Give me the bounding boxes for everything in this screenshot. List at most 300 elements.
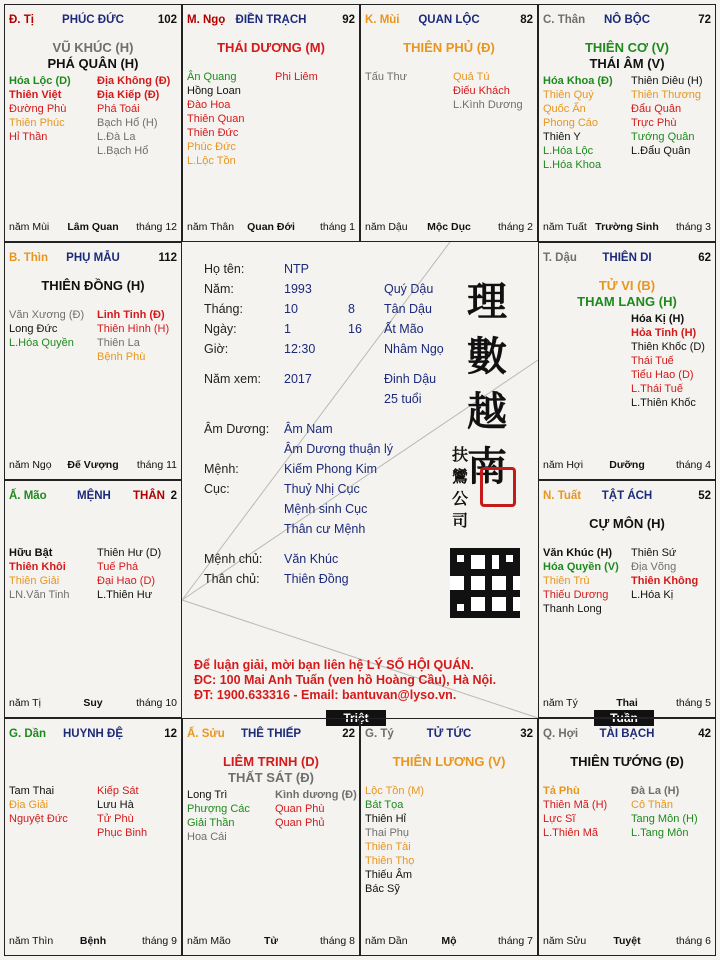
ngay: 1: [284, 322, 291, 336]
minor-star-left: Lực Sĩ: [543, 813, 576, 825]
qr-module: [450, 555, 457, 562]
minor-star-left: Thiên Quan: [187, 113, 245, 125]
qr-module: [513, 576, 520, 583]
minor-star-right: Hỏa Tinh (H): [631, 327, 697, 339]
minor-star-right: Đà La (H): [631, 785, 680, 797]
palace-ty[interactable]: [360, 718, 538, 956]
qr-module: [471, 583, 478, 590]
palace-branch: Q. Hợi: [543, 728, 579, 740]
qr-module: [457, 555, 464, 562]
minor-star-right: Tang Môn (H): [631, 813, 698, 825]
ngay-am: 16: [348, 322, 362, 336]
minor-star-left: Địa Giải: [9, 799, 49, 811]
qr-module: [506, 555, 513, 562]
minor-star-left: Văn Xương (Đ): [9, 309, 85, 321]
nam-xem-label: Năm xem:: [204, 372, 261, 386]
qr-module: [492, 548, 499, 555]
minor-star-left: Nguyệt Đức: [9, 813, 68, 825]
ngay-label: Ngày:: [204, 322, 237, 336]
qr-module: [485, 611, 492, 618]
palace-year: năm Dần: [365, 935, 408, 947]
palace-ti[interactable]: [4, 4, 182, 242]
palace-year: năm Mùi: [9, 221, 50, 233]
palace-stage: Quan Đới: [247, 221, 295, 233]
minor-star-left: Hồng Loan: [187, 85, 241, 97]
ho-ten-label: Họ tên:: [204, 262, 245, 276]
qr-module: [450, 548, 457, 555]
minor-star-left: L.Hóa Lộc: [543, 145, 594, 157]
minor-star-left: Thiên Quý: [543, 89, 594, 101]
qr-module: [506, 562, 513, 569]
palace-age: 42: [698, 728, 711, 740]
minor-star-right: L.Thái Tuế: [631, 383, 683, 395]
minor-star-right: Bệnh Phù: [97, 351, 146, 363]
qr-module: [464, 583, 471, 590]
palace-branch: G. Tý: [365, 728, 394, 740]
qr-module: [464, 569, 471, 576]
qr-module: [450, 590, 457, 597]
minor-star-right: Cô Thần: [631, 799, 673, 811]
qr-module: [464, 576, 471, 583]
minor-star-left: Đào Hoa: [187, 99, 231, 111]
qr-module: [450, 576, 457, 583]
palace-branch: T. Dậu: [543, 252, 577, 264]
palace-year: năm Thân: [187, 221, 235, 233]
palace-month: tháng 4: [675, 459, 711, 471]
minor-star-right: L.Tang Môn: [631, 827, 689, 839]
palace-name: QUAN LỘC: [418, 14, 480, 26]
seal-char: 公: [452, 489, 469, 508]
am-duong-label: Âm Dương:: [204, 422, 270, 436]
nam-xem-can: Đinh Dậu: [384, 372, 437, 386]
palace-age: 12: [164, 728, 177, 740]
qr-module: [450, 583, 457, 590]
qr-module: [499, 604, 506, 611]
qr-module: [506, 576, 513, 583]
palace-branch: N. Tuất: [543, 490, 582, 502]
qr-module: [492, 576, 499, 583]
qr-module: [457, 611, 464, 618]
seal-char: 鸞: [452, 467, 469, 486]
qr-module: [478, 548, 485, 555]
qr-module: [499, 583, 506, 590]
palace-year: năm Tuất: [543, 221, 587, 233]
minor-star-right: Phi Liêm: [275, 71, 318, 83]
palace-name: PHỤ MẪU: [66, 252, 120, 264]
palace-stage: Suy: [83, 697, 103, 709]
palace-stage: Dưỡng: [609, 459, 645, 471]
main-star: VŨ KHÚC (H): [52, 40, 134, 55]
minor-star-left: Hỉ Thần: [9, 131, 48, 143]
main-star: THÁI ÂM (V): [589, 56, 665, 71]
palace-stage: Tử: [263, 935, 279, 947]
palace-year: năm Sửu: [543, 935, 587, 947]
thang-am: 8: [348, 302, 355, 316]
nam-xem: 2017: [284, 372, 312, 386]
qr-module: [464, 555, 471, 562]
main-star: THIÊN PHỦ (Đ): [403, 40, 495, 55]
palace-branch: M. Ngọ: [187, 14, 226, 26]
ngay-can: Ất Mão: [384, 322, 424, 336]
palace-stage: Mộ: [441, 935, 457, 947]
am-duong: Âm Nam: [284, 422, 333, 436]
minor-star-right: Đẩu Quân: [631, 103, 682, 115]
minor-star-left: Thiên Giải: [9, 575, 60, 587]
minor-star-right: L.Kình Dương: [453, 99, 523, 111]
minor-star-left: Phúc Đức: [187, 141, 236, 153]
palace-month: tháng 8: [319, 935, 355, 947]
palace-month: tháng 10: [136, 697, 177, 709]
main-star: LIÊM TRINH (D): [222, 754, 320, 769]
minor-star-right: Bạch Hổ (H): [97, 117, 158, 129]
main-star: CỰ MÔN (H): [589, 516, 665, 531]
minor-star-right: Thái Tuế: [631, 355, 674, 367]
minor-star-right: Kình dương (Đ): [275, 789, 357, 801]
qr-module: [513, 590, 520, 597]
minor-star-right: Quan Phù: [275, 803, 325, 815]
minor-star-left: Phượng Các: [187, 803, 250, 815]
minor-star-left: L.Thiên Mã: [543, 827, 599, 839]
palace-branch: Đ. Tị: [9, 14, 34, 26]
main-star: THIÊN LƯƠNG (V): [392, 754, 506, 769]
minor-star-left: Giải Thần: [187, 817, 235, 829]
qr-module: [450, 569, 457, 576]
seal-char: 司: [452, 511, 469, 530]
minor-star-left: Thiếu Âm: [365, 869, 413, 881]
palace-year: năm Thìn: [9, 935, 54, 947]
minor-star-left: Thiên Mã (H): [543, 799, 608, 811]
contact-line: ĐC: 100 Mai Anh Tuấn (ven hồ Hoàng Cầu), Hà Nội.: [194, 673, 497, 687]
nam: 1993: [284, 282, 312, 296]
nam-can: Quý Dậu: [384, 282, 434, 296]
minor-star-left: Thiên Thọ: [365, 855, 415, 867]
gio-can: Nhâm Ngọ: [384, 342, 444, 356]
qr-module: [485, 597, 492, 604]
ho-ten: NTP: [284, 262, 309, 276]
minor-star-left: L.Lộc Tồn: [187, 155, 236, 167]
palace-ngo[interactable]: [182, 4, 360, 242]
minor-star-left: Ân Quang: [187, 71, 237, 83]
minor-star-right: Thiên Diêu (H): [631, 75, 703, 87]
minor-star-left: Lộc Tồn (M): [365, 785, 425, 797]
contact-line: Để luận giải, mời bạn liên hệ LÝ SỐ HỘI QUÁN.: [194, 658, 474, 672]
palace-age: 102: [157, 14, 177, 26]
qr-module: [485, 569, 492, 576]
qr-module: [464, 562, 471, 569]
palace-age: 32: [520, 728, 533, 740]
palace-year: năm Tý: [543, 697, 578, 709]
qr-module: [506, 611, 513, 618]
palace-dan[interactable]: [4, 718, 182, 956]
main-star: THIÊN TƯỚNG (Đ): [570, 754, 684, 769]
palace-mui[interactable]: [360, 4, 538, 242]
calligraphy-char: 南: [467, 443, 507, 490]
minor-star-right: Thiên Sứ: [631, 547, 677, 559]
palace-age: 22: [342, 728, 355, 740]
menh: Kiếm Phong Kim: [284, 462, 378, 476]
than-chu: Thiên Đồng: [284, 572, 349, 586]
red-seal-stamp: [480, 467, 516, 507]
qr-module: [471, 590, 478, 597]
palace-name: THÊ THIẾP: [240, 728, 302, 740]
minor-star-left: Thiên Việt: [9, 89, 62, 101]
cuc: Thuỷ Nhị Cục: [284, 482, 360, 496]
palace-stage: Lâm Quan: [67, 221, 119, 233]
palace-dau[interactable]: [538, 242, 716, 480]
qr-module: [478, 562, 485, 569]
minor-star-right: Thiên La: [97, 337, 140, 349]
minor-star-right: Tiểu Hao (D): [631, 369, 694, 381]
main-star: THÁI DƯƠNG (M): [217, 40, 325, 55]
palace-year: năm Hợi: [543, 459, 584, 471]
menh-chu: Văn Khúc: [284, 552, 339, 566]
minor-star-left: Hóa Khoa (Đ): [543, 75, 613, 87]
palace-branch: B. Thìn: [9, 252, 48, 264]
palace-stage: Trường Sinh: [595, 221, 659, 233]
qr-module: [506, 604, 513, 611]
qr-module: [499, 555, 506, 562]
qr-module: [485, 555, 492, 562]
qr-module: [464, 611, 471, 618]
qr-module: [464, 590, 471, 597]
minor-star-left: Thai Phụ: [365, 827, 410, 839]
palace-branch: Ấ. Sửu: [187, 728, 225, 740]
minor-star-right: L.Đà La: [97, 131, 136, 143]
triet-tag: Triệt: [326, 710, 386, 726]
contact-line: ĐT: 1900.633316 - Email: bantuvan@lyso.vn.: [194, 688, 457, 702]
qr-module: [478, 555, 485, 562]
qr-module: [457, 576, 464, 583]
palace-name: THIÊN DI: [602, 252, 652, 264]
qr-module: [513, 597, 520, 604]
qr-module: [450, 562, 457, 569]
palace-age: 2: [170, 490, 177, 502]
minor-star-right: Thiên Khốc (D): [631, 341, 705, 353]
main-star: THAM LANG (H): [577, 294, 677, 309]
minor-star-left: Bát Tọa: [365, 799, 404, 811]
main-star: THIÊN CƠ (V): [584, 40, 670, 55]
qr-module: [457, 548, 464, 555]
minor-star-left: Đường Phù: [9, 103, 67, 115]
minor-star-right: Tuế Phá: [97, 561, 139, 573]
qr-module: [450, 597, 457, 604]
qr-module: [492, 590, 499, 597]
palace-month: tháng 5: [675, 697, 711, 709]
qr-module: [457, 590, 464, 597]
qr-module: [492, 604, 499, 611]
qr-module: [499, 611, 506, 618]
palace-age: 82: [520, 14, 533, 26]
palace-age: 62: [698, 252, 711, 264]
qr-module: [506, 583, 513, 590]
palace-month: tháng 1: [319, 221, 355, 233]
palace-year: năm Dậu: [365, 221, 408, 233]
palace-mao[interactable]: [4, 480, 182, 718]
qr-module: [492, 555, 499, 562]
qr-module: [506, 548, 513, 555]
minor-star-left: Phong Cáo: [543, 117, 599, 129]
qr-module: [506, 590, 513, 597]
palace-hoi[interactable]: [538, 718, 716, 956]
minor-star-right: L.Bạch Hổ: [97, 145, 149, 157]
palace-stage: Tuyệt: [613, 935, 641, 947]
gio: 12:30: [284, 342, 316, 356]
qr-module: [485, 583, 492, 590]
minor-star-right: Trực Phù: [631, 117, 677, 129]
palace-suu[interactable]: [182, 718, 360, 956]
qr-module: [492, 583, 499, 590]
minor-star-left: Thiên Đức: [187, 127, 239, 139]
palace-year: năm Ngọ: [9, 459, 52, 471]
qr-module: [471, 555, 478, 562]
palace-name: ĐIỀN TRẠCH: [235, 14, 307, 26]
qr-module: [513, 611, 520, 618]
minor-star-left: Quốc Ấn: [543, 103, 586, 115]
minor-star-right: Tử Phù: [97, 813, 134, 825]
minor-star-left: Thiên Phúc: [9, 117, 65, 129]
qr-module: [485, 548, 492, 555]
qr-module: [492, 569, 499, 576]
qr-module: [513, 604, 520, 611]
palace-month: tháng 7: [497, 935, 533, 947]
qr-module: [471, 569, 478, 576]
palace-month: tháng 9: [141, 935, 177, 947]
qr-module: [478, 604, 485, 611]
qr-module: [485, 576, 492, 583]
qr-module: [513, 548, 520, 555]
palace-age: 72: [698, 14, 711, 26]
qr-grid: [450, 548, 520, 618]
minor-star-right: Đại Hao (D): [97, 575, 156, 587]
nam-label: Năm:: [204, 282, 234, 296]
minor-star-left: Thiên Hỉ: [365, 813, 406, 825]
qr-module: [471, 604, 478, 611]
minor-star-right: L.Thiên Khốc: [631, 397, 696, 409]
minor-star-right: Tướng Quân: [631, 131, 695, 143]
qr-module: [513, 555, 520, 562]
palace-stage: Mộc Dục: [427, 221, 471, 233]
minor-star-left: Thiên Trù: [543, 575, 590, 587]
minor-star-right: Quả Tú: [453, 71, 490, 83]
qr-module: [457, 583, 464, 590]
minor-star-right: Lưu Hà: [97, 799, 134, 811]
qr-module: [513, 562, 520, 569]
qr-module: [478, 583, 485, 590]
thang-label: Tháng:: [204, 302, 243, 316]
palace-age: 92: [342, 14, 355, 26]
minor-star-right: Phục Binh: [97, 827, 148, 839]
main-star: TỬ VI (B): [598, 278, 656, 293]
main-star: THẤT SÁT (Đ): [228, 770, 314, 785]
qr-module: [499, 562, 506, 569]
minor-star-right: Điếu Khách: [453, 85, 510, 97]
qr-module: [492, 597, 499, 604]
thang-can: Tân Dậu: [384, 302, 432, 316]
palace-stage: Bệnh: [79, 935, 107, 947]
qr-module: [478, 597, 485, 604]
minor-star-left: Thiên Khôi: [9, 561, 66, 573]
palace-tuat[interactable]: [538, 480, 716, 718]
minor-star-right: Linh Tinh (Đ): [97, 309, 165, 321]
palace-name-than: THÂN: [133, 490, 165, 502]
palace-month: tháng 2: [497, 221, 533, 233]
palace-name: TẬT ÁCH: [601, 490, 653, 502]
minor-star-right: Thiên Hư (D): [97, 547, 162, 559]
menh-chu-label: Mệnh chủ:: [204, 552, 263, 566]
qr-module: [499, 576, 506, 583]
palace-name: TỬ TỨC: [426, 728, 472, 740]
minor-star-left: L.Hóa Khoa: [543, 159, 602, 171]
qr-module: [471, 576, 478, 583]
calligraphy-char: 數: [467, 333, 507, 380]
main-star: THIÊN ĐỒNG (H): [41, 278, 145, 293]
palace-than[interactable]: [538, 4, 716, 242]
qr-code[interactable]: [450, 548, 520, 618]
qr-module: [464, 604, 471, 611]
qr-module: [499, 597, 506, 604]
minor-star-left: Hóa Lộc (D): [9, 75, 71, 87]
qr-module: [506, 569, 513, 576]
seal-char: 扶: [452, 445, 469, 464]
minor-star-right: Quan Phủ: [275, 817, 325, 829]
tuan-tag: Tuần: [594, 710, 654, 726]
qr-module: [499, 590, 506, 597]
calligraphy-char: 理: [467, 278, 507, 325]
qr-module: [513, 569, 520, 576]
qr-module: [457, 597, 464, 604]
minor-star-left: Long Trì: [187, 789, 228, 801]
minor-star-left: Thiên Y: [543, 131, 581, 143]
palace-month: tháng 3: [675, 221, 711, 233]
palace-year: năm Tị: [9, 697, 41, 709]
palace-thin[interactable]: [4, 242, 182, 480]
minor-star-left: Tấu Thư: [365, 71, 408, 83]
am-duong-2: Âm Dương thuận lý: [284, 442, 393, 456]
minor-star-left: L.Hóa Quyền: [9, 337, 74, 349]
minor-star-left: Thanh Long: [543, 603, 602, 615]
qr-module: [499, 548, 506, 555]
qr-module: [464, 597, 471, 604]
qr-module: [478, 611, 485, 618]
qr-module: [471, 597, 478, 604]
qr-module: [499, 569, 506, 576]
qr-module: [513, 583, 520, 590]
palace-name: MỆNH: [77, 490, 111, 502]
qr-module: [485, 604, 492, 611]
minor-star-left: LN.Văn Tinh: [9, 589, 70, 601]
tuoi: 25 tuổi: [384, 392, 422, 406]
qr-module: [457, 562, 464, 569]
qr-module: [464, 548, 471, 555]
qr-module: [471, 548, 478, 555]
than-chu-label: Thân chủ:: [204, 572, 260, 586]
qr-module: [450, 604, 457, 611]
palace-branch: K. Mùi: [365, 14, 400, 26]
qr-module: [478, 576, 485, 583]
cuc-label: Cục:: [204, 482, 230, 496]
thang: 10: [284, 302, 298, 316]
palace-branch: G. Dần: [9, 728, 47, 740]
qr-module: [450, 611, 457, 618]
minor-star-left: Văn Khúc (H): [543, 547, 613, 559]
qr-module: [471, 562, 478, 569]
minor-star-right: L.Thiên Hư: [97, 589, 153, 601]
palace-name: TÀI BẠCH: [599, 728, 655, 740]
palace-month: tháng 6: [675, 935, 711, 947]
palace-branch: Ấ. Mão: [9, 490, 47, 502]
palace-age: 52: [698, 490, 711, 502]
palace-age: 112: [158, 252, 177, 264]
